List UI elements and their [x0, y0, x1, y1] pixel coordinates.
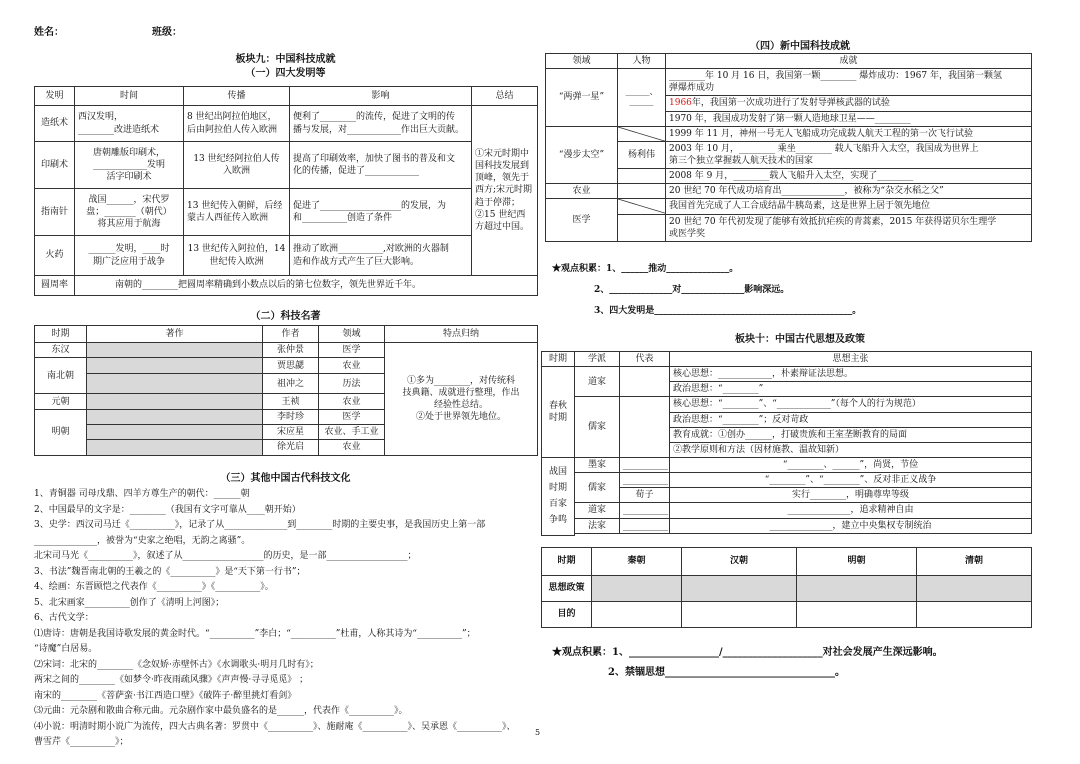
page-number: 5	[535, 728, 541, 737]
section10-notes: ★观点积累：1、__________________/____________________对社会发展产生深远影响。 2、禁锢思想__________________________________。	[552, 647, 943, 678]
th-period: 时期	[35, 326, 87, 343]
table-row: 政治思想：“________”；反对苛政	[542, 412, 1032, 427]
th-field: 领域	[546, 54, 618, 69]
table-row: 政治思想：“________”	[542, 382, 1032, 397]
table-row: 道家 __________ ______________，追求精神自由	[542, 503, 1032, 518]
new-china-table	[545, 53, 1032, 242]
table-row: 教育成就：①创办______，打破贵族和王室垄断教育的局面	[542, 427, 1032, 442]
table-row: 2008 年 9 月，________载人飞船升入太空，实现了________	[546, 169, 1032, 184]
table-row: 造纸术 西汉发明， ________改进造纸术 8 世纪出阿拉伯地区， 后由阿拉伯人传入欧洲 便利了________的流传，促进了文明的传 播与发展，对____________作出巨大贡献。 ①宋元时期中 国科技发展到 顶峰，领先于 西方;宋元时期 趋于停滞； ②15 世纪西 方超过中国。	[35, 106, 538, 142]
th-invention: 发明	[35, 87, 75, 106]
table-row: 祖冲之 历法	[35, 374, 538, 394]
name-label: 姓名：	[34, 27, 64, 38]
table-row: 东汉 张仲景 医学 ①多为________，对传统科 技典籍、成就进行整理，作出 经验性总结。 ②处于世界领先地位。	[35, 343, 538, 358]
table-row: 圆周率 南朝的________把圆周率精确到小数点以后的第七位数字，领先世界近千年。	[35, 276, 538, 296]
th-ideas: 思想主张	[670, 352, 1032, 367]
section9-title: 板块九：中国科技成就	[235, 54, 336, 65]
section4-notes: ★观点积累：1、______推动______________。 2、______________对______________影响深远。 3、四大发明是____________________________________________。	[552, 264, 862, 316]
policy-table: 时期 秦朝 汉朝 明朝 清朝 思想政策 目的	[541, 547, 1032, 628]
table-row: 徐光启 农业	[35, 440, 538, 455]
table-row: 1970 年，我国成功发射了第一颗人造地球卫星——________	[546, 111, 1032, 126]
th-representative: 代表	[620, 352, 670, 367]
th-spread: 传播	[184, 87, 290, 106]
table-row: 春秋时期 道家 核心思想：____________，朴素辩证法思想。	[542, 367, 1032, 382]
table-row: 元朝 王祯 农业	[35, 394, 538, 410]
table-row: 儒家 核心思想：“________”、“____________”（每个人的行为规范）	[542, 397, 1032, 412]
th-work: 著作	[87, 326, 263, 343]
table-row: 医学 我国首先完成了人工合成结晶牛胰岛素，这是世界上居于领先地位	[546, 199, 1032, 214]
culture-text: 1、青铜器 司母戊鼎、四羊方尊生产的朝代：______朝 2、中国最早的文字是：________（我国有文字可靠从____朝开始） 3、史学：西汉司马迁《__________》，记录了从______________到________时期的主要史事，是我国历史上第一部 ______________，被誉为“史家之绝唱，无韵之离骚”。 北宋司马光《__________》，叙述了从__________________的历史，是一部__________________； 3、书法”魏晋南北朝的王羲之的《__________》是“天下第一行书”； 4、绘画：东晋顾恺之代表作《__________》《__________》。 5、北宋画家__________创作了《清明上河图》； 6、古代文学： ⑴唐诗：唐朝是我国诗歌发展的黄金时代。“__________”李白；“__________”杜甫，人称其诗为“__________”； “诗魔”白居易。 ⑵宋词：北宋的________《念奴娇·赤壁怀古》《水调歌头·明月几时有》； 两宋之间的________《如梦令·昨夜雨疏风骤》《声声慢·寻寻觅觅》 ； 南宋的________《菩萨蛮·书江西造口壁》《破阵子·醉里挑灯看剑》 ⑶元曲：元杂剧和散曲合称元曲。元杂剧作家中最负盛名的是______，代表作《__________》。 ⑷小说：明清时期小说广为流传，四大古典名著：罗贯中《__________》、施耐庵《__________》、吴承恩《__________》、 曹雪芹《__________》；	[34, 489, 516, 747]
th-field: 领域	[319, 326, 385, 343]
th-period: 时期	[542, 352, 575, 367]
class-label: 班级：	[152, 27, 182, 38]
table-row: 1966年，我国第一次成功进行了发射导弹核武器的试验	[546, 96, 1032, 111]
table-row: 明朝 李时珍 医学	[35, 410, 538, 425]
summary-cell: ①宋元时期中 国科技发展到 顶峰，领先于 西方;宋元时期 趋于停滞； ②15 世纪西 方超过中国。	[472, 106, 538, 276]
inventions-table	[34, 86, 538, 296]
table-row: “漫步太空” 1999 年 11 月，神州一号无人飞船成功完成载人航天工程的第一次飞行试验	[546, 126, 1032, 141]
table-row: 思想政策	[542, 576, 1032, 602]
table-row: 法家 __________ ______________，建立中央集权专制统治	[542, 518, 1032, 533]
th-time: 时间	[75, 87, 184, 106]
table-row: 战国时期百家争鸣 墨家 __________ “________、______”，尚贤，节俭	[542, 457, 1032, 472]
th-feature: 特点归纳	[385, 326, 538, 343]
table-row: 火药 ______发明，____时 期广泛应用于战争 13 世纪传入阿拉伯，14 世纪传入欧洲 推动了欧洲__________,对欧洲的火器制 造和作战方式产生了巨大影响。	[35, 236, 538, 276]
table-row: 荀子 实行________，明确尊卑等级	[542, 488, 1032, 503]
table-row: 印刷术 唐朝雕版印刷术， ____________发明 活字印刷术 13 世纪经阿拉伯人传 入欧洲 提高了印刷效率，加快了图书的普及和文 化的传播，促进了____________	[35, 142, 538, 189]
table-row: 农业 20 世纪 70 年代成功培育出______________，被称为“杂交水稻之父”	[546, 184, 1032, 199]
th-author: 作者	[263, 326, 319, 343]
th-person: 人物	[618, 54, 666, 69]
th-summary: 总结	[472, 87, 538, 106]
section9-sub3: （三）其他中国古代科技文化	[220, 473, 351, 484]
table-row: 目的	[542, 602, 1032, 628]
th-school: 学派	[575, 352, 620, 367]
table-row: 杨利伟 2003 年 10 月，________ 乘坐________ 载人飞船升入太空，我国成为世界上 第三个独立掌握载人航天技术的国家	[546, 141, 1032, 168]
feature-cell: ①多为________，对传统科 技典籍、成就进行整理，作出 经验性总结。 ②处于世界领先地位。	[385, 343, 538, 456]
table-row: 20 世纪 70 年代初发现了能够有效抵抗疟疾的青蒿素，2015 年获得诺贝尔生理学 或医学奖	[546, 214, 1032, 241]
section9-sub2: （二）科技名著	[250, 311, 321, 322]
section10-title: 板块十：中国古代思想及政策	[735, 334, 865, 345]
th-impact: 影响	[290, 87, 472, 106]
diagonal-cell	[618, 126, 666, 141]
table-row: 指南针 战国______，宋代罗 盘；_______（朝代） 将其应用于航海 13 世纪传入朝鲜，后经 蒙古人西征传入欧洲 促进了__________________的发展，为 和__________创造了条件	[35, 189, 538, 236]
table-row: 宋应星 农业、手工业	[35, 425, 538, 440]
table-row: 南北朝 贾思勰 农业	[35, 358, 538, 374]
section9-sub1: （一）四大发明等	[245, 68, 326, 79]
table-row: “两弹一星” ______、______ ________年 10 月 16 日，我国第一颗________ 爆炸成功：1967 年，我国第一颗氢 弹爆炸成功	[546, 69, 1032, 96]
table-row: ②教学原则和方法（因材施教、温故知新）	[542, 442, 1032, 457]
thought-table	[541, 351, 1032, 536]
famous-works-table	[34, 325, 538, 456]
section4-title: （四）新中国科技成就	[750, 41, 850, 52]
table-row: 儒家 __________ “________”、“________”、反对非正义战争	[542, 473, 1032, 488]
th-achievement: 成就	[666, 54, 1032, 69]
